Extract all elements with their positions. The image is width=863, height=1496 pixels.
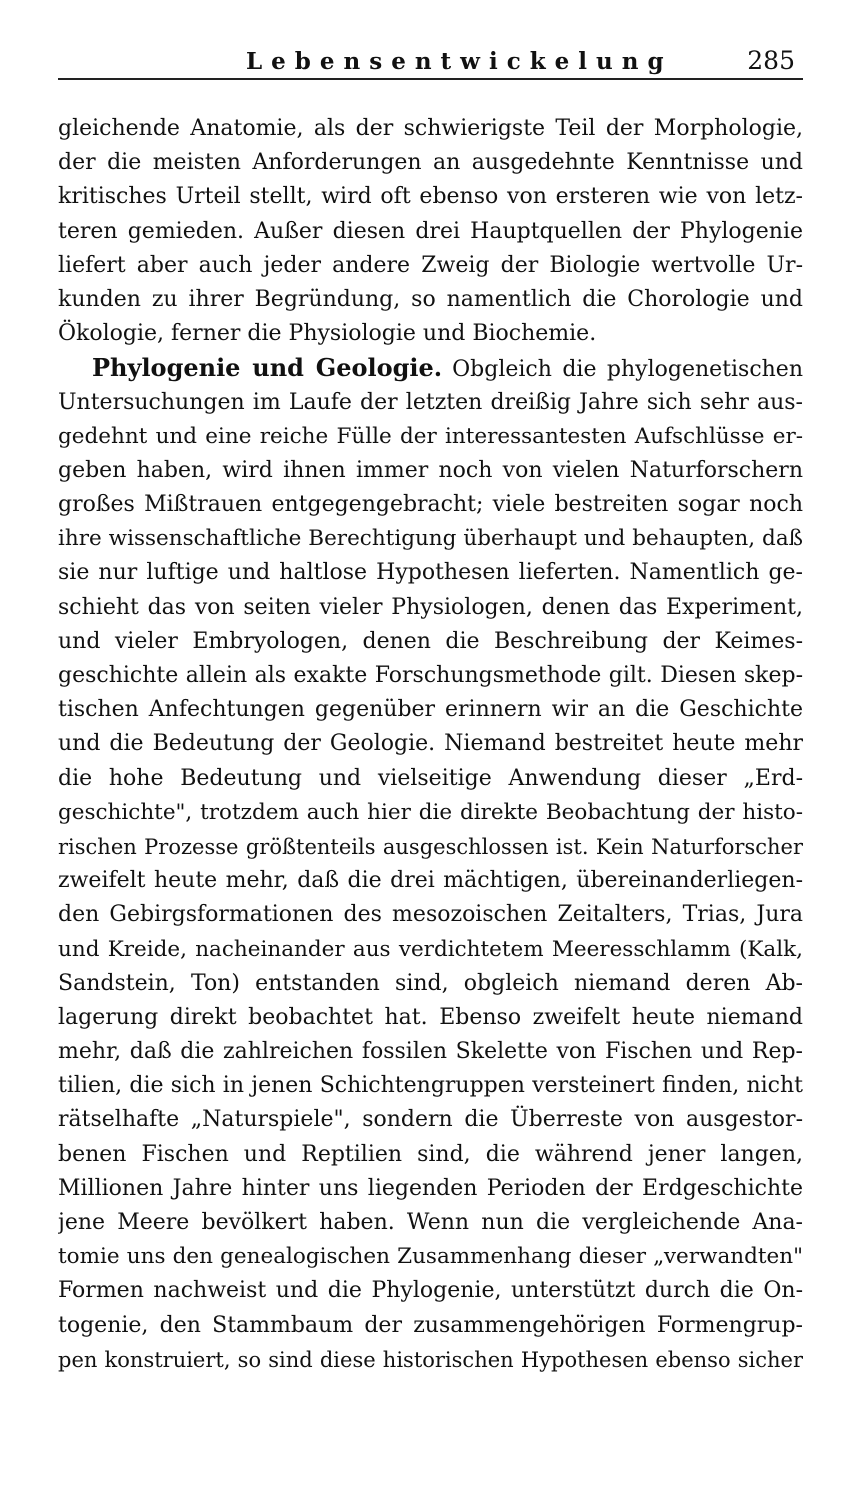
- text-line: die hohe Bedeutung und vielseitige Anwendung dieser „Erd-: [58, 765, 803, 791]
- text-line: den Gebirgsformationen des mesozoischen Zeitalters, Trias, Jura: [58, 902, 803, 928]
- text-line: tomie uns den genealogischen Zusammenhang dieser „verwandten": [58, 1244, 803, 1270]
- text-line: sie nur luftige und haltlose Hypothesen lieferten. Namentlich ge-: [58, 560, 803, 586]
- text-line: mehr, daß die zahlreichen fossilen Skelette von Fischen und Rep-: [58, 1039, 803, 1065]
- page-header: [58, 42, 803, 82]
- text-line: tischen Anfechtungen gegenüber erinnern wir an die Geschichte: [58, 697, 803, 723]
- text-line: ihre wissenschaftliche Berechtigung überhaupt und behaupten, daß: [58, 526, 803, 552]
- section-heading: Phylogenie und Geologie.: [92, 353, 443, 383]
- text-line: Ökologie, ferner die Physiologie und Biochemie.: [58, 321, 597, 347]
- text-line: und Kreide, nacheinander aus verdichtetem Meeresschlamm (Kalk,: [58, 936, 803, 962]
- text-line: benen Fischen und Reptilien sind, die während jener langen,: [58, 1141, 803, 1167]
- text-line: Sandstein, Ton) entstanden sind, obgleich niemand deren Ab-: [58, 970, 803, 996]
- paragraph: [58, 112, 803, 351]
- text-span: Obgleich die phylogenetischen: [452, 357, 803, 383]
- text-line: jene Meere bevölkert haben. Wenn nun die vergleichende Ana-: [58, 1210, 803, 1235]
- page-number: 285: [747, 46, 795, 75]
- text-line: kunden zu ihrer Begründung, so namentlich die Chorologie und: [58, 286, 803, 312]
- body-text: [58, 112, 803, 1377]
- text-line: liefert aber auch jeder andere Zweig der Biologie wertvolle Ur-: [58, 252, 803, 278]
- paragraph: [58, 351, 803, 1377]
- text-line: rischen Prozesse größtenteils ausgeschlossen ist. Kein Naturforscher: [58, 834, 803, 859]
- text-line: und die Bedeutung der Geologie. Niemand bestreitet heute mehr: [58, 731, 803, 757]
- text-line: geschichte allein als exakte Forschungsmethode gilt. Diesen skep-: [58, 663, 803, 688]
- text-line: Millionen Jahre hinter uns liegenden Perioden der Erdgeschichte: [58, 1175, 803, 1201]
- text-line: zweifelt heute mehr, daß die drei mächtigen, übereinanderliegen-: [58, 868, 803, 894]
- text-line: togenie, den Stammbaum der zusammengehörigen Formengrup-: [58, 1312, 803, 1338]
- text-line: und vieler Embryologen, denen die Beschreibung der Keimes-: [58, 628, 803, 654]
- text-line: tilien, die sich in jenen Schichtengruppen versteinert finden, nicht: [58, 1073, 803, 1099]
- text-line: [58, 351, 803, 385]
- text-line: großes Mißtrauen entgegengebracht; viele bestreiten sogar noch: [58, 492, 803, 518]
- text-line: pen konstruiert, so sind diese historischen Hypothesen ebenso sicher: [58, 1347, 803, 1372]
- running-title: Lebensentwickelung: [246, 48, 673, 75]
- text-line: gedehnt und eine reiche Fülle der interessantesten Aufschlüsse er-: [58, 423, 803, 449]
- text-line: rätselhafte „Naturspiele", sondern die Überreste von ausgestor-: [58, 1107, 803, 1133]
- text-line: kritisches Urteil stellt, wird oft ebenso von ersteren wie von letz-: [58, 184, 803, 210]
- text-line: geschichte", trotzdem auch hier die direkte Beobachtung der histo-: [58, 799, 803, 825]
- text-line: Formen nachweist und die Phylogenie, unterstützt durch die On-: [58, 1278, 803, 1304]
- text-line: lagerung direkt beobachtet hat. Ebenso zweifelt heute niemand: [58, 1004, 803, 1030]
- text-line: geben haben, wird ihnen immer noch von vielen Naturforschern: [58, 457, 803, 483]
- text-line: teren gemieden. Außer diesen drei Hauptquellen der Phylogenie: [58, 218, 803, 244]
- text-line: der die meisten Anforderungen an ausgedehnte Kenntnisse und: [58, 150, 803, 176]
- text-line: Untersuchungen im Laufe der letzten dreißig Jahre sich sehr aus-: [58, 389, 803, 415]
- text-line: schieht das von seiten vieler Physiologen, denen das Experiment,: [58, 594, 803, 620]
- text-line: gleichende Anatomie, als der schwierigste Teil der Morphologie,: [58, 116, 803, 141]
- header-rule: [58, 78, 803, 80]
